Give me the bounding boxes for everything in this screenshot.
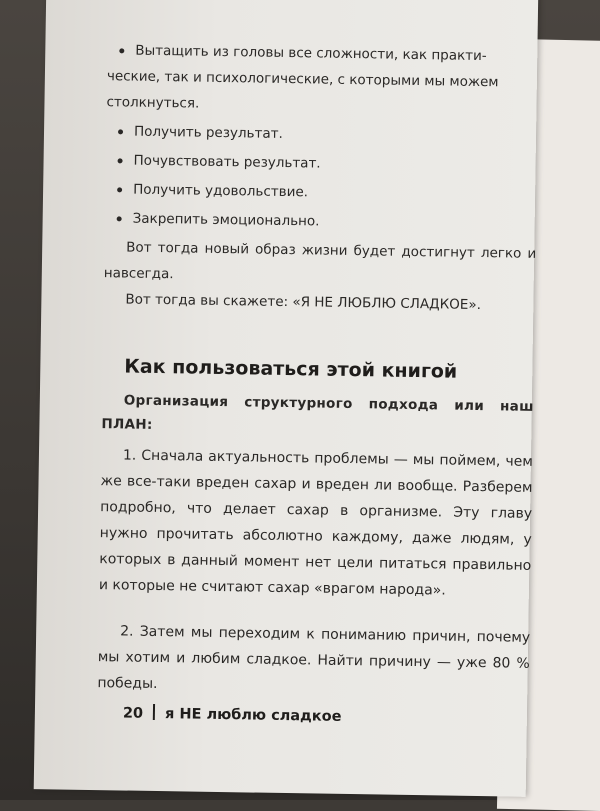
page-number: 20 [122, 705, 144, 722]
page-footer [123, 703, 342, 724]
bullet-text: Получить удовольствие. [133, 181, 309, 201]
list-item [106, 37, 539, 122]
bullet-text: Вытащить из головы все сложности, как практи- [135, 42, 487, 65]
section-subheading: Организация структурного подхода или наш ПЛАН: [101, 392, 534, 433]
bullet-text: Получить результат. [133, 123, 283, 142]
running-title: я НЕ люблю сладкое [164, 706, 342, 725]
paragraph: Вот тогда новый образ жизни будет достигнут легко и навсегда. [103, 239, 537, 283]
bullet-icon [117, 216, 122, 221]
numbered-paragraph: 1. Сначала актуальность проблемы — мы поймем, чем же все-таки вреден сахар и вреден ли вообще. Разберем подробно, что делает сахар в организме. Эту главу нужно прочитать абсолютно каждому, даже людям, у которых в данный момент нет цели питаться правильно и которые не считают сахар «врагом народа». [98, 447, 534, 599]
section-heading: Как пользоваться этой книгой [124, 355, 458, 383]
bullet-icon [118, 129, 123, 134]
bullet-list [104, 37, 539, 238]
list-item [105, 147, 537, 180]
numbered-paragraph: 2. Затем мы переходим к пониманию причин, почему мы хотим и любим сладкое. Найти причину — уже 80 % победы. [97, 623, 531, 693]
bullet-text-continued: ческие, так и психологические, с которыми мы можем [106, 68, 499, 91]
bullet-icon [118, 158, 123, 163]
footer-divider [153, 704, 155, 720]
paragraph: Вот тогда вы скажете: «Я НЕ ЛЮБЛЮ СЛАДКОЕ». [125, 291, 482, 314]
list-item [104, 205, 536, 238]
bullet-text: Закрепить эмоционально. [132, 210, 320, 230]
bullet-text-continued: столкнуться. [106, 94, 200, 112]
book-page [34, 0, 539, 797]
bullet-icon [117, 187, 122, 192]
list-item [105, 176, 537, 209]
bullet-text: Почувствовать результат. [133, 152, 321, 172]
bullet-icon [119, 48, 124, 53]
page-text [97, 37, 539, 703]
list-item [106, 118, 538, 151]
